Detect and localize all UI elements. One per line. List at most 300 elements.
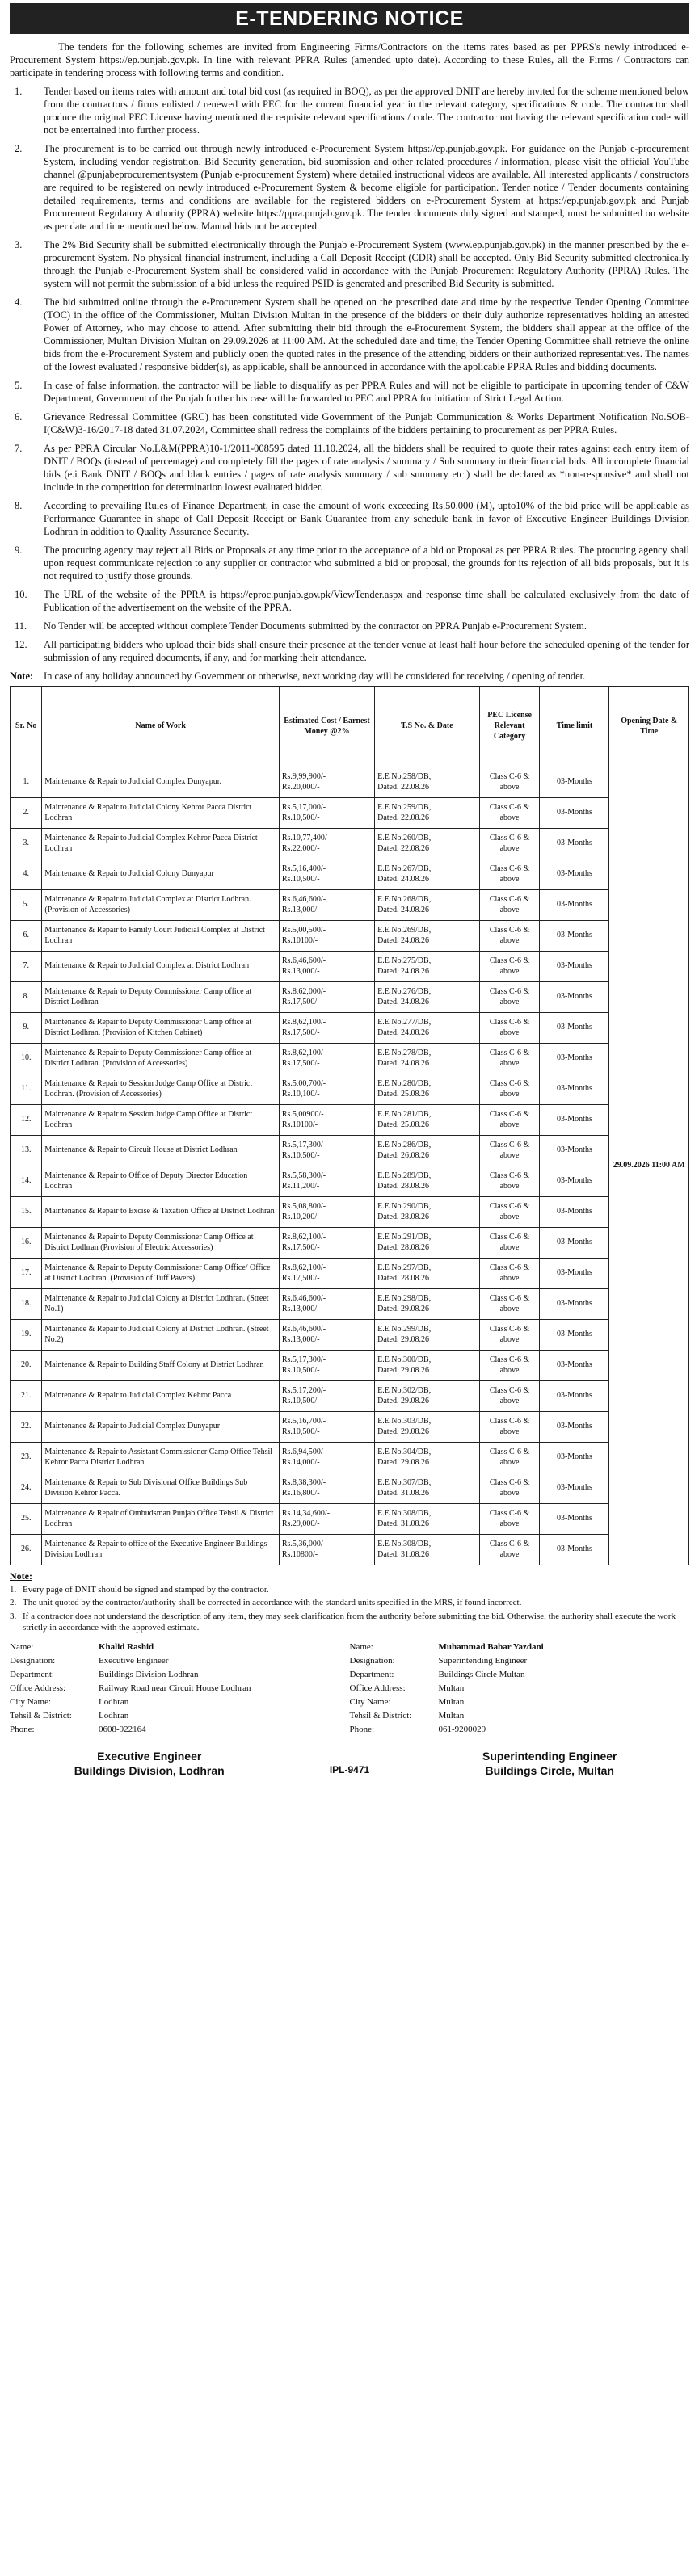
estimated-cost: Rs.5,17,300/-	[281, 1355, 326, 1364]
cell-cost	[279, 1473, 374, 1504]
cell-time-limit: 03-Months	[540, 921, 609, 952]
cell-sr: 4.	[11, 859, 42, 890]
cell-cost	[279, 890, 374, 921]
clause-text: The URL of the website of the PPRA is https://eproc.punjab.gov.pk/ViewTender.aspx and response time shall be calculated exclusively from the date of Publication of the advertisement on the website of the PPRA.	[44, 589, 689, 613]
cell-name-of-work: Maintenance & Repair to Session Judge Camp Office at District Lodhran. (Provision of Accessories)	[42, 1074, 279, 1105]
ts-number: E.E No.300/DB,	[377, 1355, 432, 1364]
earnest-money: Rs.10,500/-	[281, 813, 320, 822]
cell-sr: 15.	[11, 1197, 42, 1228]
table-header-row	[11, 687, 689, 767]
ts-number: E.E No.267/DB,	[377, 864, 432, 873]
ts-number: E.E No.278/DB,	[377, 1048, 432, 1057]
cell-cost	[279, 1074, 374, 1105]
ts-number: E.E No.289/DB,	[377, 1170, 432, 1180]
cell-cost	[279, 1105, 374, 1136]
ts-number: E.E No.277/DB,	[377, 1017, 432, 1027]
contact-row	[350, 1696, 690, 1710]
contact-value: Muhammad Babar Yazdani	[438, 1641, 544, 1652]
cell-sr: 18.	[11, 1289, 42, 1320]
earnest-money: Rs.10,500/-	[281, 1427, 320, 1436]
estimated-cost: Rs.8,62,100/-	[281, 1048, 326, 1057]
footnote-number: 3.	[10, 1611, 17, 1621]
cell-sr: 10.	[11, 1044, 42, 1074]
header-sr: Sr. No	[11, 687, 42, 767]
signature-left-office: Buildings Division, Lodhran	[74, 1763, 225, 1777]
cell-sr: 19.	[11, 1320, 42, 1351]
table-row	[11, 1473, 689, 1504]
term-clause	[10, 142, 689, 233]
ts-date: Dated. 25.08.26	[377, 1089, 429, 1099]
cell-ts	[375, 1320, 480, 1351]
contact-value: 061-9200029	[438, 1724, 486, 1734]
cell-sr: 2.	[11, 798, 42, 829]
ts-number: E.E No.307/DB,	[377, 1477, 432, 1487]
cell-pec-category: Class C-6 & above	[479, 1351, 540, 1381]
ts-date: Dated. 31.08.26	[377, 1488, 429, 1498]
contact-key: City Name:	[349, 1696, 391, 1707]
table-row	[11, 952, 689, 982]
signature-left-title: Executive Engineer	[97, 1749, 202, 1763]
contact-value: Lodhran	[99, 1696, 129, 1707]
contact-row	[10, 1696, 350, 1710]
cell-ts	[375, 1259, 480, 1289]
ts-date: Dated. 24.08.26	[377, 966, 429, 976]
estimated-cost: Rs.8,62,100/-	[281, 1232, 326, 1242]
clause-text: No Tender will be accepted without complete Tender Documents submitted by the contractor on PPRA Punjab e-Procurement System.	[44, 620, 587, 632]
estimated-cost: Rs.6,46,600/-	[281, 1293, 326, 1303]
earnest-money: Rs.10,500/-	[281, 1396, 320, 1406]
header-name-of-work: Name of Work	[42, 687, 279, 767]
cell-sr: 11.	[11, 1074, 42, 1105]
cell-ts	[375, 982, 480, 1013]
cell-ts	[375, 767, 480, 798]
contact-key: Tehsil & District:	[10, 1710, 72, 1721]
cell-cost	[279, 1535, 374, 1565]
cell-pec-category: Class C-6 & above	[479, 1535, 540, 1565]
cell-time-limit: 03-Months	[540, 1197, 609, 1228]
cell-opening-date: 29.09.2026 11:00 AM	[609, 767, 689, 1565]
ts-date: Dated. 22.08.26	[377, 843, 429, 853]
cell-ts	[375, 1443, 480, 1473]
clause-number: 2.	[15, 143, 23, 154]
cell-cost	[279, 1228, 374, 1259]
cell-name-of-work: Maintenance & Repair to Building Staff Colony at District Lodhran	[42, 1351, 279, 1381]
estimated-cost: Rs.5,17,300/-	[281, 1140, 326, 1149]
contact-key: Department:	[349, 1669, 394, 1679]
estimated-cost: Rs.5,00,700/-	[281, 1078, 326, 1088]
footnote-text: If a contractor does not understand the description of any item, they may seek clarification from the authority before submitting the bid. Otherwise, the authority shall execute the work strictly in accordance with the approved estimate.	[23, 1611, 676, 1633]
cell-sr: 21.	[11, 1381, 42, 1412]
earnest-money: Rs.17,500/-	[281, 1058, 320, 1068]
earnest-money: Rs.16,800/-	[281, 1488, 320, 1498]
contact-row	[350, 1724, 690, 1738]
ts-number: E.E No.297/DB,	[377, 1263, 432, 1272]
contacts-block	[10, 1641, 689, 1738]
term-clause	[10, 544, 689, 582]
clause-text: In case of false information, the contractor will be liable to disqualify as per PPRA Rules and will not be eligible to participate in upcoming tender of C&W Department, Government of the Punjab further his case will be forwarded to PEC and PPRA for initiation of Strict Legal Action.	[44, 380, 689, 404]
earnest-money: Rs.10,100/-	[281, 1089, 320, 1099]
cell-time-limit: 03-Months	[540, 859, 609, 890]
signature-left	[10, 1749, 289, 1778]
cell-name-of-work: Maintenance & Repair to Judicial Colony at District Lodhran. (Street No.1)	[42, 1289, 279, 1320]
cell-ts	[375, 1044, 480, 1074]
earnest-money: Rs.17,500/-	[281, 1027, 320, 1037]
cell-pec-category: Class C-6 & above	[479, 1166, 540, 1197]
term-clause	[10, 499, 689, 538]
cell-name-of-work: Maintenance & Repair to Deputy Commissioner Camp office at District Lodhran. (Provision of Kitchen Cabinet)	[42, 1013, 279, 1044]
ts-number: E.E No.281/DB,	[377, 1109, 432, 1119]
contact-row	[10, 1683, 350, 1696]
cell-sr: 8.	[11, 982, 42, 1013]
cell-name-of-work: Maintenance & Repair to Sub Divisional Office Buildings Sub Division Kehror Pacca.	[42, 1473, 279, 1504]
earnest-money: Rs.13,000/-	[281, 966, 320, 976]
note-text: In case of any holiday announced by Government or otherwise, next working day will be considered for receiving / opening of tender.	[44, 670, 586, 682]
ts-date: Dated. 28.08.26	[377, 1273, 429, 1283]
table-row	[11, 767, 689, 798]
estimated-cost: Rs.14,34,600/-	[281, 1508, 331, 1518]
cell-sr: 3.	[11, 829, 42, 859]
ts-date: Dated. 28.08.26	[377, 1242, 429, 1252]
contact-row	[350, 1710, 690, 1724]
estimated-cost: Rs.5,17,000/-	[281, 802, 326, 812]
signature-right-office: Buildings Circle, Multan	[485, 1763, 614, 1777]
header-opening-date: Opening Date & Time	[609, 687, 689, 767]
earnest-money: Rs.13,000/-	[281, 905, 320, 914]
cell-pec-category: Class C-6 & above	[479, 1381, 540, 1412]
holiday-note	[10, 670, 689, 683]
cell-cost	[279, 767, 374, 798]
cell-sr: 7.	[11, 952, 42, 982]
contact-row	[350, 1683, 690, 1696]
cell-time-limit: 03-Months	[540, 767, 609, 798]
contact-key: Phone:	[10, 1724, 35, 1734]
cell-name-of-work: Maintenance & Repair to Deputy Commissioner Camp Office/ Office at District Lodhran. (Provision of Tuff Pavers).	[42, 1259, 279, 1289]
cell-ts	[375, 921, 480, 952]
cell-ts	[375, 1504, 480, 1535]
table-row	[11, 1044, 689, 1074]
table-row	[11, 1504, 689, 1535]
cell-time-limit: 03-Months	[540, 1259, 609, 1289]
cell-cost	[279, 1289, 374, 1320]
contact-row	[350, 1655, 690, 1669]
cell-name-of-work: Maintenance & Repair to office of the Executive Engineer Buildings Division Lodhran	[42, 1535, 279, 1565]
cell-cost	[279, 1443, 374, 1473]
cell-time-limit: 03-Months	[540, 952, 609, 982]
ts-date: Dated. 29.08.26	[377, 1427, 429, 1436]
signature-right-title: Superintending Engineer	[482, 1749, 617, 1763]
cell-time-limit: 03-Months	[540, 890, 609, 921]
cell-pec-category: Class C-6 & above	[479, 1228, 540, 1259]
earnest-money: Rs.17,500/-	[281, 1273, 320, 1283]
clause-text: All participating bidders who upload their bids shall ensure their presence at the tender venue at least half hour before the scheduled opening of the tender for submission of any required documents, if any, and for marking their attendance.	[44, 639, 689, 663]
cell-pec-category: Class C-6 & above	[479, 952, 540, 982]
estimated-cost: Rs.5,58,300/-	[281, 1170, 326, 1180]
cell-cost	[279, 1259, 374, 1289]
estimated-cost: Rs.5,00900/-	[281, 1109, 324, 1119]
cell-name-of-work: Maintenance & Repair to Judicial Complex Dunyapur.	[42, 767, 279, 798]
estimated-cost: Rs.8,38,300/-	[281, 1477, 326, 1487]
clause-text: Tender based on items rates with amount and total bid cost (as required in BOQ), as per the approved DNIT are hereby invited for the scheme mentioned below from the contractors / firms enlisted / renewed with PEC for the current financial year in the relevant category, specifications & code. The contractor shall produce the original PEC License having mentioned the requisite relevant specifications / code. The contractor not having the relevant specification code will not be entertained into further process.	[44, 86, 689, 136]
contact-key: Department:	[10, 1669, 54, 1679]
contact-key: Designation:	[349, 1655, 395, 1666]
ts-number: E.E No.276/DB,	[377, 986, 432, 996]
table-row	[11, 829, 689, 859]
cell-cost	[279, 1381, 374, 1412]
cell-name-of-work: Maintenance & Repair of Ombudsman Punjab Office Tehsil & District Lodhran	[42, 1504, 279, 1535]
footnote-item	[10, 1584, 689, 1595]
cell-ts	[375, 1013, 480, 1044]
cell-cost	[279, 829, 374, 859]
contact-value: Buildings Division Lodhran	[99, 1669, 199, 1679]
cell-sr: 5.	[11, 890, 42, 921]
cell-name-of-work: Maintenance & Repair to Judicial Complex Kehror Pacca	[42, 1381, 279, 1412]
estimated-cost: Rs.10,77,400/-	[281, 833, 331, 843]
estimated-cost: Rs.6,94,500/-	[281, 1447, 326, 1456]
table-row	[11, 1259, 689, 1289]
cell-ts	[375, 1228, 480, 1259]
estimated-cost: Rs.5,16,400/-	[281, 864, 326, 873]
contact-row	[10, 1710, 350, 1724]
header-time-limit: Time limit	[540, 687, 609, 767]
cell-name-of-work: Maintenance & Repair to Circuit House at District Lodhran	[42, 1136, 279, 1166]
cell-name-of-work: Maintenance & Repair to Assistant Commissioner Camp Office Tehsil Kehror Pacca District Lodhran	[42, 1443, 279, 1473]
ts-number: E.E No.269/DB,	[377, 925, 432, 935]
footnote-number: 2.	[10, 1598, 17, 1608]
contact-row	[10, 1669, 350, 1683]
contact-key: Office Address:	[349, 1683, 406, 1693]
cell-time-limit: 03-Months	[540, 1044, 609, 1074]
cell-cost	[279, 1320, 374, 1351]
footnote-text: The unit quoted by the contractor/authority shall be corrected in accordance with the standard units specified in the MRS, if found incorrect.	[23, 1598, 522, 1608]
contact-executive-engineer	[10, 1641, 350, 1738]
ts-number: E.E No.308/DB,	[377, 1539, 432, 1549]
table-row	[11, 890, 689, 921]
cell-time-limit: 03-Months	[540, 1166, 609, 1197]
contact-key: Tehsil & District:	[349, 1710, 412, 1721]
table-row	[11, 1412, 689, 1443]
earnest-money: Rs.10100/-	[281, 935, 318, 945]
cell-time-limit: 03-Months	[540, 1320, 609, 1351]
cell-ts	[375, 1412, 480, 1443]
cell-cost	[279, 1044, 374, 1074]
cell-name-of-work: Maintenance & Repair to Family Court Judicial Complex at District Lodhran	[42, 921, 279, 952]
ts-date: Dated. 25.08.26	[377, 1120, 429, 1129]
cell-sr: 6.	[11, 921, 42, 952]
cell-pec-category: Class C-6 & above	[479, 982, 540, 1013]
earnest-money: Rs.20,000/-	[281, 782, 320, 792]
footnote-item	[10, 1597, 689, 1608]
cell-pec-category: Class C-6 & above	[479, 1443, 540, 1473]
clause-text: The bid submitted online through the e-Procurement System shall be opened on the prescribed date and time by the respective Tender Opening Committee (TOC) in the office of the Commissioner, Multan Division Multan in the presence of the bidders or their duly authorize representatives holding an attested Power of Attorney, who may choose to attend. After submitting their bid through the e-Procurement System, the bidders shall appear at the office of the Commissioner, Multan Division Multan on 29.09.2026 at 11:00 AM. At the scheduled date and time, the Tender Opening Committee shall retrieve the online bids from the e-Procurement System and publicly open the quoted rates in the presence of the attending bidders or their authorized representatives. The names of the lowest evaluated / responsive bidder(s), as applicable, shall be announced in accordance with the applicable PPRA Rules and bidding documents.	[44, 296, 689, 372]
cell-ts	[375, 829, 480, 859]
earnest-money: Rs.13,000/-	[281, 1334, 320, 1344]
clause-number: 6.	[15, 411, 23, 422]
contact-value: Executive Engineer	[99, 1655, 169, 1666]
cell-pec-category: Class C-6 & above	[479, 798, 540, 829]
clause-number: 8.	[15, 500, 23, 511]
cell-sr: 26.	[11, 1535, 42, 1565]
ts-number: E.E No.291/DB,	[377, 1232, 432, 1242]
ts-date: Dated. 31.08.26	[377, 1549, 429, 1559]
contact-row	[10, 1641, 350, 1655]
table-row	[11, 1320, 689, 1351]
cell-name-of-work: Maintenance & Repair to Session Judge Camp Office at District Lodhran	[42, 1105, 279, 1136]
cell-name-of-work: Maintenance & Repair to Judicial Colony Dunyapur	[42, 859, 279, 890]
cell-name-of-work: Maintenance & Repair to Judicial Colony at District Lodhran. (Street No.2)	[42, 1320, 279, 1351]
clause-number: 3.	[15, 239, 23, 250]
cell-cost	[279, 982, 374, 1013]
ts-date: Dated. 24.08.26	[377, 874, 429, 884]
ts-date: Dated. 29.08.26	[377, 1396, 429, 1406]
header-ts-no: T.S No. & Date	[375, 687, 480, 767]
term-clause	[10, 410, 689, 436]
cell-sr: 23.	[11, 1443, 42, 1473]
cell-time-limit: 03-Months	[540, 1535, 609, 1565]
cell-ts	[375, 1473, 480, 1504]
contact-key: Name:	[349, 1641, 373, 1652]
cell-ts	[375, 1535, 480, 1565]
table-row	[11, 1351, 689, 1381]
clause-text: As per PPRA Circular No.L&M(PPRA)10-1/2011-008595 dated 11.10.2024, all the bidders shall be required to quote their rates against each entry item of DNIT / BOQs (instead of percentage) and completely fill the pages of rate analysis / summary / Sub summary in their financial bids. All incomplete financial bids (e.i Bank DNIT / BOQs and blank entries / pages of rate analysis summary / sub summary etc.) shall be declared as *non-responsive* and shall not include in the competition for determination lowest evaluated bidder.	[44, 443, 689, 493]
header-pec-category: PEC License Relevant Category	[479, 687, 540, 767]
term-clause	[10, 620, 689, 632]
cell-name-of-work: Maintenance & Repair to Office of Deputy Director Education Lodhran	[42, 1166, 279, 1197]
cell-ts	[375, 952, 480, 982]
cell-sr: 17.	[11, 1259, 42, 1289]
ts-date: Dated. 24.08.26	[377, 1027, 429, 1037]
earnest-money: Rs.10,500/-	[281, 1365, 320, 1375]
contact-value: Multan	[438, 1683, 465, 1693]
signature-row	[10, 1749, 689, 1778]
term-clause	[10, 296, 689, 373]
ts-number: E.E No.258/DB,	[377, 771, 432, 781]
works-table	[10, 686, 689, 1565]
ts-date: Dated. 29.08.26	[377, 1365, 429, 1375]
table-row	[11, 859, 689, 890]
contact-value: Lodhran	[99, 1710, 129, 1721]
cell-sr: 9.	[11, 1013, 42, 1044]
ts-number: E.E No.259/DB,	[377, 802, 432, 812]
ts-date: Dated. 24.08.26	[377, 905, 429, 914]
earnest-money: Rs.11,200/-	[281, 1181, 320, 1191]
estimated-cost: Rs.5,17,200/-	[281, 1385, 326, 1395]
cell-cost	[279, 1166, 374, 1197]
contact-row	[10, 1655, 350, 1669]
contact-value: 0608-922164	[99, 1724, 146, 1734]
table-row	[11, 921, 689, 952]
earnest-money: Rs.29,000/-	[281, 1519, 320, 1528]
contact-row	[350, 1641, 690, 1655]
clause-number: 4.	[15, 296, 23, 308]
cell-time-limit: 03-Months	[540, 1289, 609, 1320]
cell-sr: 25.	[11, 1504, 42, 1535]
contact-value: Buildings Circle Multan	[438, 1669, 525, 1679]
clause-number: 12.	[15, 639, 27, 650]
clause-text: The procurement is to be carried out through newly introduced e-Procurement System https://ep.punjab.gov.pk. For guidance on the Punjab e-procurement System, including vendor registration. Bid Security generation, bid submission and other related procedures / information, please visit the official YouTube channel @punjabeprocurementsystem (Punjab e-procurement System) where detailed instructional videos are available. All interested applicants / constructors are required to be registered on newly introduced e-Procurement System & become eligible for participation. Tender notice / Tender documents containing detailed requirements, terms and conditions are available for the registered bidders on e-Procurement System at https://ep.punjab.gov.pk and Punjab Procurement Regulatory Authority (PPRA) website https://ppra.punjab.gov.pk. The tender documents duly signed and stamped, must be submitted on website as per date and time mentioned below. Manual bids not be accepted.	[44, 143, 689, 232]
ts-date: Dated. 31.08.26	[377, 1519, 429, 1528]
cell-pec-category: Class C-6 & above	[479, 1074, 540, 1105]
cell-ts	[375, 1197, 480, 1228]
cell-ts	[375, 1136, 480, 1166]
cell-time-limit: 03-Months	[540, 982, 609, 1013]
table-row	[11, 1381, 689, 1412]
cell-ts	[375, 1351, 480, 1381]
table-row	[11, 1443, 689, 1473]
table-row	[11, 1535, 689, 1565]
estimated-cost: Rs.9,99,900/-	[281, 771, 326, 781]
cell-sr: 22.	[11, 1412, 42, 1443]
ts-number: E.E No.298/DB,	[377, 1293, 432, 1303]
cell-cost	[279, 1351, 374, 1381]
cell-time-limit: 03-Months	[540, 829, 609, 859]
clause-number: 9.	[15, 544, 23, 556]
contact-value: Superintending Engineer	[438, 1655, 528, 1666]
cell-time-limit: 03-Months	[540, 1443, 609, 1473]
ts-number: E.E No.280/DB,	[377, 1078, 432, 1088]
cell-cost	[279, 952, 374, 982]
table-row	[11, 1105, 689, 1136]
cell-name-of-work: Maintenance & Repair to Deputy Commissioner Camp office at District Lodhran. (Provision of Accessories)	[42, 1044, 279, 1074]
cell-pec-category: Class C-6 & above	[479, 1105, 540, 1136]
ts-date: Dated. 29.08.26	[377, 1304, 429, 1313]
clause-text: The procuring agency may reject all Bids or Proposals at any time prior to the acceptance of a bid or Proposal as per PPRA Rules. The procuring agency shall upon request communicate rejection to any supplier or contractor who submitted a bid or proposal, the grounds for its rejection of all bids proposals, but it is not required to justify those grounds.	[44, 544, 689, 582]
cell-name-of-work: Maintenance & Repair to Deputy Commissioner Camp Office at District Lodhran (Provision of Electric Accessories)	[42, 1228, 279, 1259]
contact-value: Khalid Rashid	[99, 1641, 154, 1652]
header-estimated-cost: Estimated Cost / Earnest Money @2%	[279, 687, 374, 767]
ts-number: E.E No.290/DB,	[377, 1201, 432, 1211]
estimated-cost: Rs.5,16,700/-	[281, 1416, 326, 1426]
cell-ts	[375, 1381, 480, 1412]
table-row	[11, 1166, 689, 1197]
cell-cost	[279, 1013, 374, 1044]
cell-time-limit: 03-Months	[540, 1105, 609, 1136]
footnotes-list	[10, 1584, 689, 1633]
footnote-number: 1.	[10, 1585, 17, 1595]
estimated-cost: Rs.5,00,500/-	[281, 925, 326, 935]
cell-pec-category: Class C-6 & above	[479, 1259, 540, 1289]
clause-number: 5.	[15, 380, 23, 391]
notice-title: E-TENDERING NOTICE	[10, 3, 689, 34]
earnest-money: Rs.10800/-	[281, 1549, 318, 1559]
cell-name-of-work: Maintenance & Repair to Judicial Colony Kehror Pacca District Lodhran	[42, 798, 279, 829]
table-row	[11, 1013, 689, 1044]
earnest-money: Rs.10,500/-	[281, 1150, 320, 1160]
table-row	[11, 1228, 689, 1259]
cell-pec-category: Class C-6 & above	[479, 1473, 540, 1504]
cell-pec-category: Class C-6 & above	[479, 1504, 540, 1535]
clause-text: According to prevailing Rules of Finance Department, in case the amount of work exceeding Rs.50.000 (M), upto10% of the bid price will be applicable as Performance Guarantee in shape of Call Deposit Receipt or Bank Guarantee from any schedule bank in favor of Executive Engineer Buildings Division Lodhran in addition to Quality Assurance Security.	[44, 500, 689, 537]
earnest-money: Rs.22,000/-	[281, 843, 320, 853]
cell-pec-category: Class C-6 & above	[479, 829, 540, 859]
ts-number: E.E No.268/DB,	[377, 894, 432, 904]
estimated-cost: Rs.6,46,600/-	[281, 1324, 326, 1334]
cell-sr: 20.	[11, 1351, 42, 1381]
cell-cost	[279, 859, 374, 890]
cell-time-limit: 03-Months	[540, 1351, 609, 1381]
table-row	[11, 1289, 689, 1320]
table-row	[11, 1074, 689, 1105]
earnest-money: Rs.17,500/-	[281, 997, 320, 1006]
clause-text: The 2% Bid Security shall be submitted electronically through the Punjab e-Procurement System (www.ep.punjab.gov.pk) in the manner prescribed by the e-procurement System. No physical financial instrument, including a Call Deposit Receipt (CDR) shall be accepted. Only Bid Security submitted electronically through the Punjab e-Procurement System shall be considered valid in accordance with the Punjab Procurement Regulatory Authority (PPRA) Rules. The system will not permit the submission of a bid unless the required PSID is generated and prescribed Bid Security is submitted.	[44, 239, 689, 289]
table-row	[11, 798, 689, 829]
contact-superintending-engineer	[350, 1641, 690, 1738]
term-clause	[10, 238, 689, 290]
cell-pec-category: Class C-6 & above	[479, 921, 540, 952]
cell-cost	[279, 798, 374, 829]
cell-name-of-work: Maintenance & Repair to Deputy Commissioner Camp office at District Lodhran	[42, 982, 279, 1013]
cell-time-limit: 03-Months	[540, 1013, 609, 1044]
ts-date: Dated. 24.08.26	[377, 935, 429, 945]
